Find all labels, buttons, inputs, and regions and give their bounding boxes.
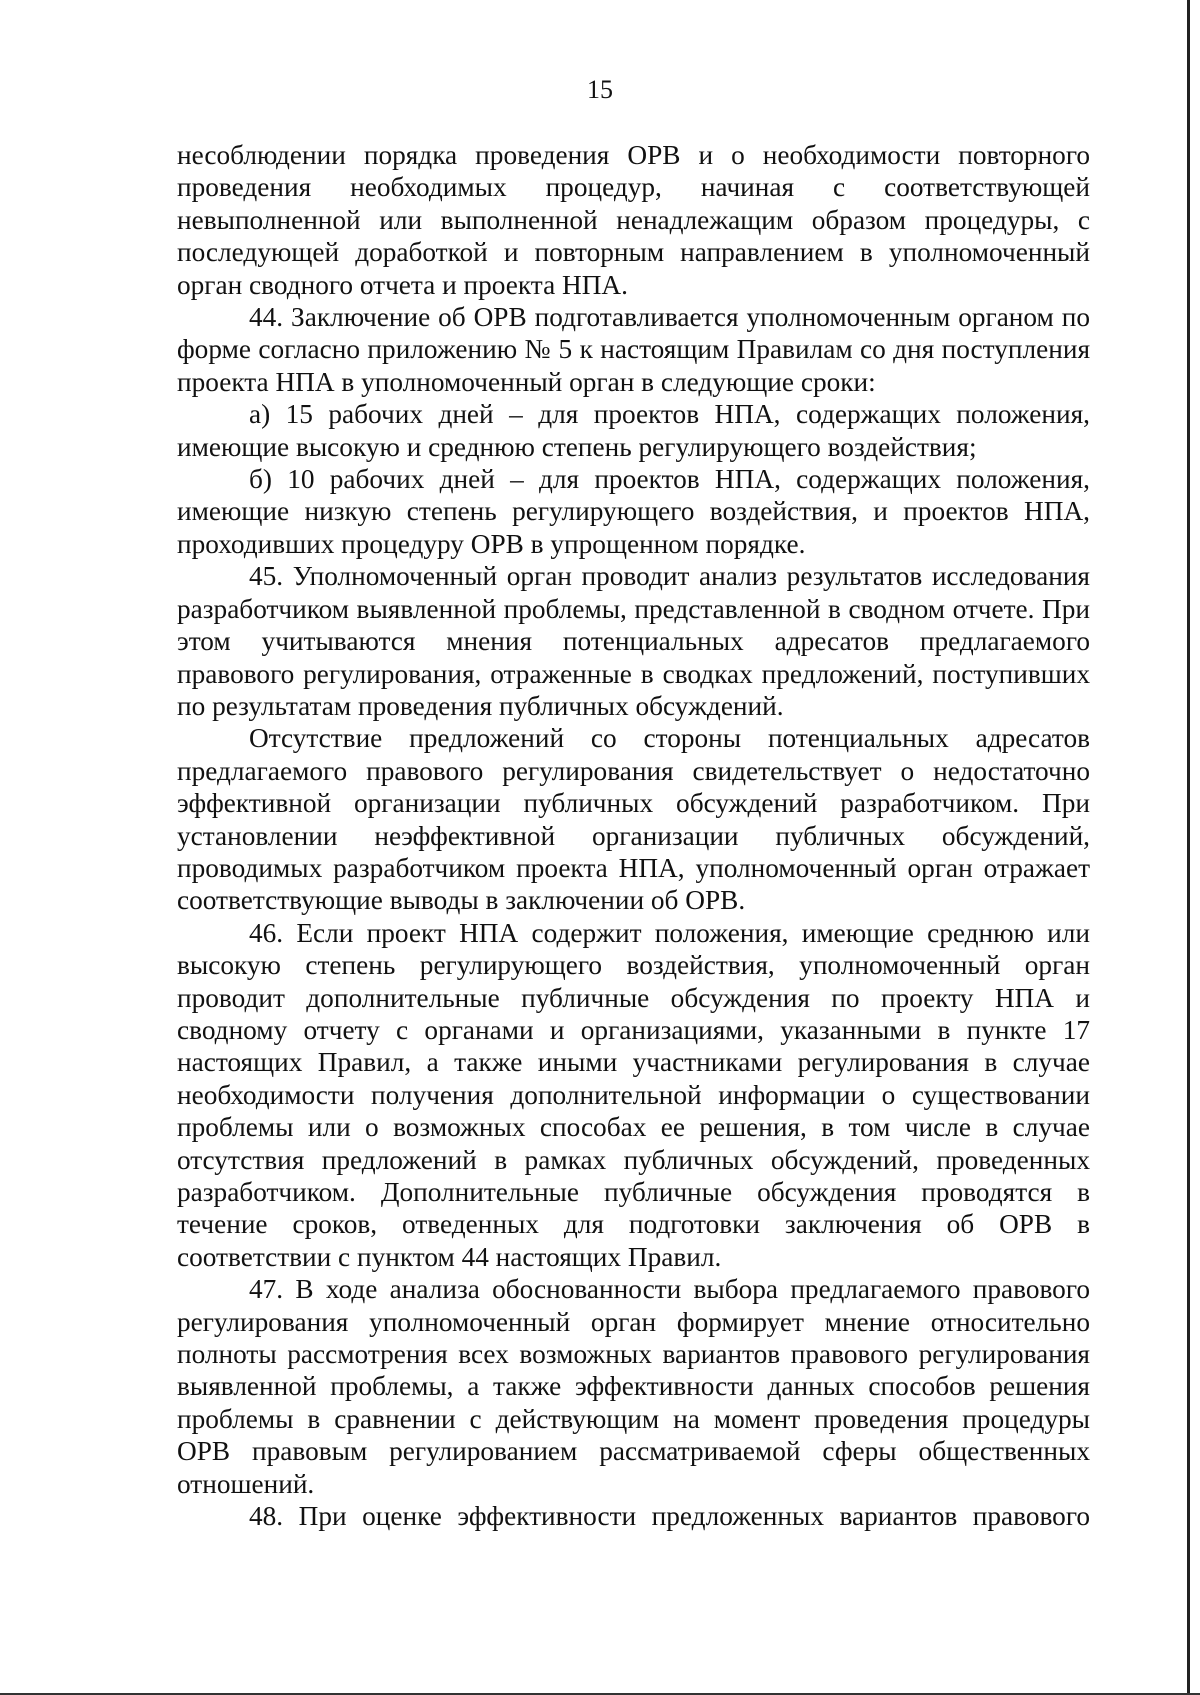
paragraph-44: 44. Заключение об ОРВ подготавливается уполномоченным органом по форме согласно приложению № 5 к настоящим Правилам со дня поступления проекта НПА в уполномоченный орган в следующие сроки:: [177, 302, 1090, 397]
page-number: 15: [587, 75, 613, 104]
paragraph-46: 46. Если проект НПА содержит положения, имеющие среднюю или высокую степень регулирующего воздействия, уполномоченный орган проводит дополнительные публичные обсуждения по проекту НПА и сводному отчету с органами и организациями, указанными в пункте 17 настоящих Правил, а также иными участниками регулирования в случае необходимости получения дополнительной информации о существовании проблемы или о возможных способах ее решения, в том числе в случае отсутствия предложений в рамках публичных обсуждений, проведенных разработчиком. Дополнительные публичные обсуждения проводятся в течение сроков, отведенных для подготовки заключения об ОРВ в соответствии с пунктом 44 настоящих Правил.: [177, 917, 1090, 1272]
paragraph-44-b: б) 10 рабочих дней – для проектов НПА, содержащих положения, имеющие низкую степень регулирующего воздействия, и проектов НПА, проходивших процедуру ОРВ в упрощенном порядке.: [177, 464, 1090, 559]
paragraph-48: 48. При оценке эффективности предложенных вариантов правового: [249, 1501, 1090, 1532]
document-body: [177, 139, 1090, 1532]
paragraph-44-a: а) 15 рабочих дней – для проектов НПА, содержащих положения, имеющие высокую и среднюю степень регулирующего воздействия;: [177, 399, 1090, 462]
paragraph-continuation: несоблюдении порядка проведения ОРВ и о необходимости повторного проведения необходимых процедур, начиная с соответствующей невыполненной или выполненной ненадлежащим образом процедуры, с последующей доработкой и повторным направлением в уполномоченный орган сводного отчета и проекта НПА.: [177, 140, 1090, 300]
scan-edge-right: [1187, 0, 1190, 1695]
paragraph-45: 45. Уполномоченный орган проводит анализ результатов исследования разработчиком выявленной проблемы, представленной в сводном отчете. При этом учитываются мнения потенциальных адресатов предлагаемого правового регулирования, отраженные в сводках предложений, поступивших по результатам проведения публичных обсуждений.: [177, 561, 1090, 721]
paragraph-45-continued: Отсутствие предложений со стороны потенциальных адресатов предлагаемого правового регулирования свидетельствует о недостаточно эффективной организации публичных обсуждений разработчиком. При установлении неэффективной организации публичных обсуждений, проводимых разработчиком проекта НПА, уполномоченный орган отражает соответствующие выводы в заключении об ОРВ.: [177, 723, 1090, 916]
paragraph-47: 47. В ходе анализа обоснованности выбора предлагаемого правового регулирования уполномоченный орган формирует мнение относительно полноты рассмотрения всех возможных вариантов правового регулирования выявленной проблемы, а также эффективности данных способов решения проблемы в сравнении с действующим на момент проведения процедуры ОРВ правовым регулированием рассматриваемой сферы общественных отношений.: [177, 1274, 1090, 1499]
